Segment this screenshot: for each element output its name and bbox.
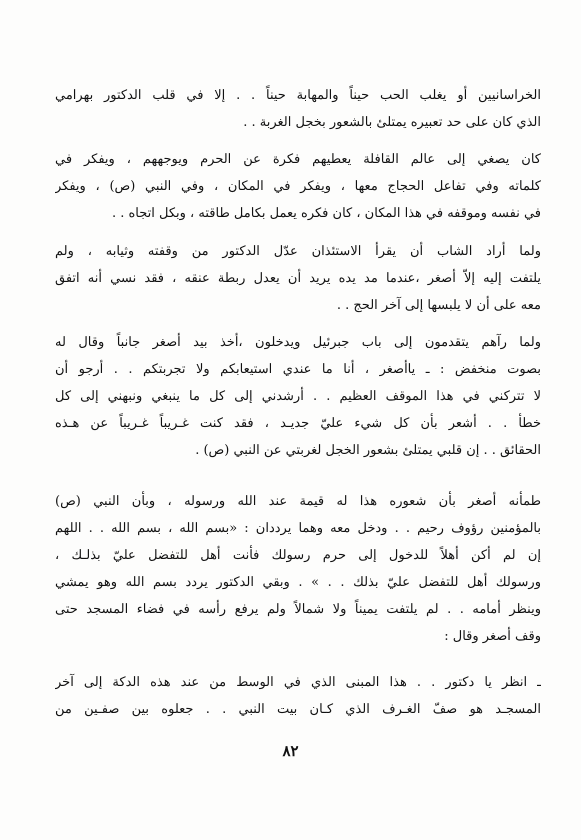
text-line: خطأ . . أشعر بأن كل شيء عليّ جديـد ، فقد كنت غـريباً غـريباً عن هـذه	[55, 416, 541, 431]
text-line: وقف أصغر وقال :	[444, 629, 541, 644]
text-line: ولما أراد الشاب أن يقرأ الاستئذان عدّل الدكتور من وقفته وثيابه ، ولم	[55, 244, 541, 259]
paragraph-1	[55, 82, 541, 136]
page-number: ٨٢	[282, 742, 299, 760]
text-line: بصوت منخفض : ـ ياأصغر ، أنا ما عندي استيعابكم ولا تجربتكم . . أرجو أن	[55, 362, 541, 377]
text-line: بالمؤمنين رؤوف رحيم . . ودخل معه وهما يرددان : «بسم الله ، بسم الله . . اللهم	[55, 521, 541, 536]
paragraph-3	[55, 238, 541, 319]
text-line: الحقائق . . إن قلبي يمتلئ بشعور الخجل لغربتي عن النبي (ص) .	[195, 443, 541, 458]
text-line: في نفسه وموقفه في هذا المكان ، كان فكره يعمل بكامل طاقته ، وبكل اتجاه . .	[111, 206, 541, 221]
paragraph-4	[55, 329, 541, 464]
text-line: لا تتركني في هذا الموقف العظيم . . أرشدني إلى كل ما ينبغي ونبهني إلى كل	[55, 389, 541, 404]
text-line: وينظر أمامه . . لم يلتفت يميناً ولا شمالاً ولم يرفع رأسه في فضاء المسجد حتى	[55, 602, 541, 617]
text-line: الخراسانيين أو يغلب الحب حيناً والمهابة حيناً . . إلا في قلب الدكتور بهرامي	[55, 88, 541, 103]
text-line: الذي كان على حد تعبيره يمتلئ بالشعور بخجل الغربة . .	[243, 115, 541, 130]
text-line: إن لم أكن أهلاً للدخول إلى حرم رسولك فأنت أهل للتفضل عليّ بذلـك ،	[55, 548, 541, 563]
paragraph-6	[55, 669, 541, 723]
text-line: معه على أن لا يلبسها إلى آخر الحج . .	[336, 298, 541, 313]
text-line: كلماته وفي تفاعل الحجاج معها ، ويفكر في المكان ، وفي النبي (ص) ، ويفكر	[55, 179, 541, 194]
paragraph-2	[55, 146, 541, 227]
text-line: ـ انظر يا دكتور . . هذا المبنى الذي في الوسط من عند هذه الدكة إلى آخر	[55, 675, 541, 690]
text-line: ورسولك أهل للتفضل عليّ بذلك . . » . وبقي الدكتور يردد بسم الله وهو يمشي	[55, 575, 541, 590]
paragraph-5	[55, 488, 541, 650]
text-line: طمأنه أصغر بأن شعوره هذا له قيمة عند الله ورسوله ، وبأن النبي (ص)	[55, 494, 541, 509]
text-line: ولما رآهم يتقدمون إلى باب جبرئيل ويدخلون ،أخذ بيد أصغر جانباً وقال له	[55, 335, 541, 350]
text-line: يلتفت إليه إلاّ أصغر ،عندما مد يده يريد أن يعدل ربطة عنقه ، فقد نسي أنه اتفق	[55, 271, 541, 286]
text-line: كان يصغي إلى عالم القافلة يعطيهم فكرة عن الحرم ويوجههم ، ويفكر في	[55, 152, 541, 167]
text-line: المسجـد هو صفّ الغـرف الذي كـان بيت النبي . . جعلوه بين صفـين من	[55, 702, 541, 717]
